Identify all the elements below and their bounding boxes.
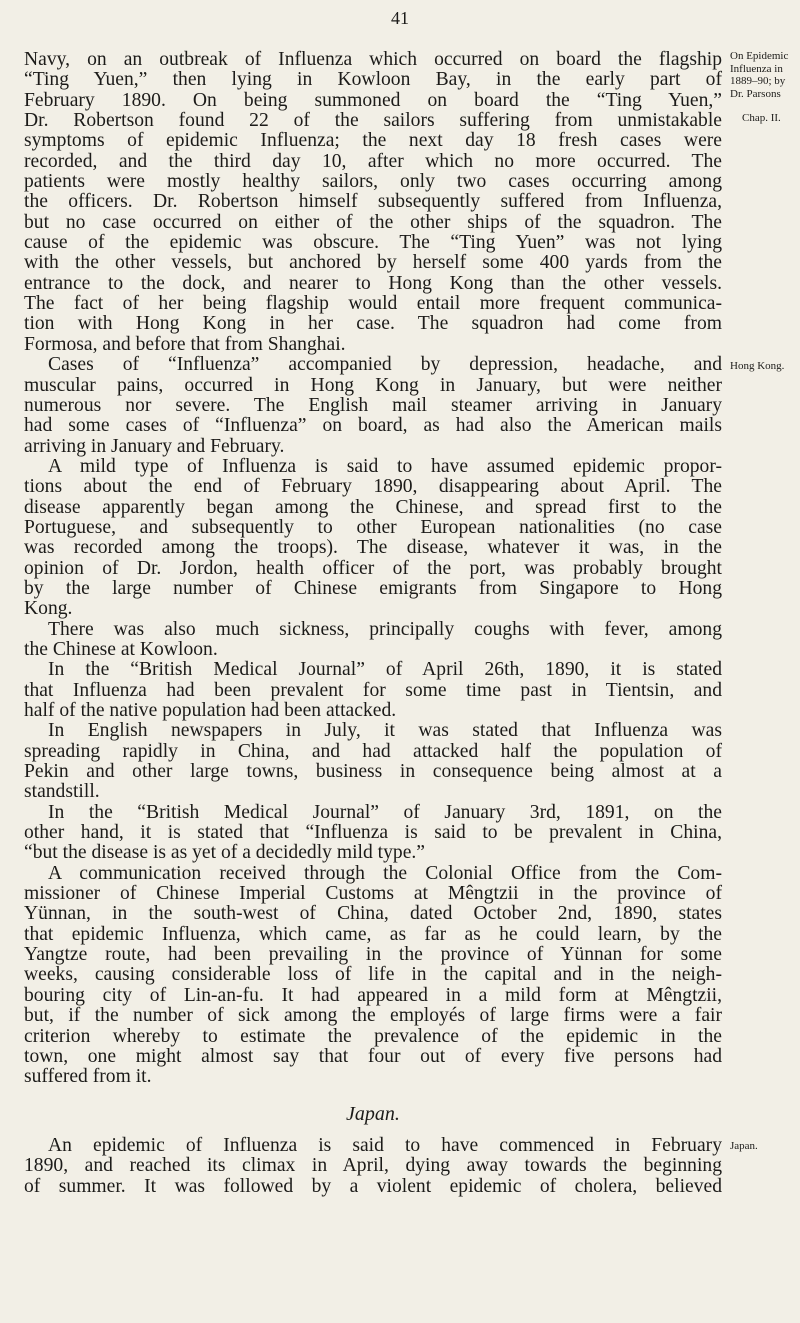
text-line: Portuguese, and subsequently to other European nationalities (no case: [24, 516, 722, 538]
text-line: with the other vessels, but anchored by herself some 400 yards from the: [24, 252, 722, 274]
text-line: tions about the end of February 1890, disappearing about April. The: [24, 476, 722, 498]
text-line: other hand, it is stated that “Influenza is said to be prevalent in China,: [24, 822, 722, 844]
text-line: that Influenza had been prevalent for some time past in Tientsin, and: [24, 679, 722, 701]
text-line: The fact of her being flagship would entail more frequent communica-: [24, 293, 722, 315]
text-line: spreading rapidly in China, and had attacked half the population of: [24, 740, 722, 762]
text-line: arriving in January and February.: [24, 435, 285, 457]
text-line: patients were mostly healthy sailors, only two cases occurring among: [24, 171, 722, 193]
text-line: the officers. Dr. Robertson himself subsequently suffered from Influenza,: [24, 191, 722, 213]
text-line: disease apparently began among the Chinese, and spread first to the: [24, 496, 722, 518]
text-line: Yangtze route, had been prevailing in the province of Yünnan for some: [24, 944, 722, 966]
text-line: that epidemic Influenza, which came, as far as he could learn, by the: [24, 923, 722, 945]
text-line: missioner of Chinese Imperial Customs at Mêngtzii in the province of: [24, 883, 722, 905]
sidenote-japan: Japan.: [730, 1139, 758, 1152]
sidenote-hong-kong: Hong Kong.: [730, 360, 785, 372]
text-line: criterion whereby to estimate the prevalence of the epidemic in the: [24, 1025, 722, 1047]
sidenote-epidemic: [730, 50, 800, 100]
main-text: [24, 50, 722, 1197]
text-line: tion with Hong Kong in her case. The squadron had come from: [24, 313, 722, 335]
text-line: muscular pains, occurred in Hong Kong in January, but were neither: [24, 374, 722, 396]
text-line: the Chinese at Kowloon.: [24, 638, 218, 660]
text-line: town, one might almost say that four out of every five persons had: [24, 1045, 722, 1067]
section-heading-japan: Japan.: [346, 1102, 400, 1125]
text-line: bouring city of Lin-an-fu. It had appeared in a mild form at Mêngtzii,: [24, 984, 722, 1006]
sidenote-chapter: Chap. II.: [742, 112, 781, 124]
text-line: “Ting Yuen,” then lying in Kowloon Bay, in the early part of: [24, 69, 722, 91]
sidenote-line: Dr. Parsons: [730, 87, 781, 100]
text-line: Cases of “Influenza” accompanied by depression, headache, and: [48, 354, 722, 376]
text-line: weeks, causing considerable loss of life in the capital and in the neigh-: [24, 964, 722, 986]
text-line: Pekin and other large towns, business in consequence being almost at a: [24, 761, 722, 783]
text-line: In the “British Medical Journal” of January 3rd, 1891, on the: [48, 801, 722, 823]
text-line: but no case occurred on either of the other ships of the squadron. The: [24, 211, 722, 233]
text-line: In the “British Medical Journal” of April 26th, 1890, it is stated: [48, 659, 722, 681]
text-line: Yünnan, in the south-west of China, dated October 2nd, 1890, states: [24, 903, 722, 925]
text-line: of summer. It was followed by a violent epidemic of cholera, believed: [24, 1175, 722, 1197]
text-line: An epidemic of Influenza is said to have commenced in February: [48, 1134, 722, 1156]
text-line: A communication received through the Colonial Office from the Com-: [48, 862, 722, 884]
text-line: Navy, on an outbreak of Influenza which occurred on board the flagship: [24, 49, 722, 70]
text-line: opinion of Dr. Jordon, health officer of the port, was probably brought: [24, 557, 722, 579]
text-line: 1890, and reached its climax in April, dying away towards the beginning: [24, 1155, 722, 1177]
text-line: numerous nor severe. The English mail steamer arriving in January: [24, 394, 722, 416]
text-line: entrance to the dock, and nearer to Hong Kong than the other vessels.: [24, 272, 722, 294]
sidenote-line: On Epidemic: [730, 50, 789, 62]
text-line: recorded, and the third day 10, after which no more occurred. The: [24, 150, 722, 172]
page-number: 41: [391, 8, 409, 28]
text-line: February 1890. On being summoned on board the “Ting Yuen,”: [24, 89, 722, 111]
text-line: by the large number of Chinese emigrants from Singapore to Hong: [24, 577, 722, 599]
text-line: “but the disease is as yet of a decidedly mild type.”: [24, 842, 426, 864]
sidenote-line: Influenza in: [730, 62, 783, 75]
text-line: Formosa, and before that from Shanghai.: [24, 333, 346, 355]
text-line: cause of the epidemic was obscure. The “Ting Yuen” was not lying: [24, 232, 722, 254]
text-line: had some cases of “Influenza” on board, as had also the American mails: [24, 415, 722, 437]
text-line: There was also much sickness, principally coughs with fever, among: [48, 618, 722, 640]
text-line: was recorded among the troops). The disease, whatever it was, in the: [24, 537, 722, 559]
text-line: suffered from it.: [24, 1066, 152, 1088]
text-line: but, if the number of sick among the employés of large firms were a fair: [24, 1005, 722, 1027]
text-line: In English newspapers in July, it was stated that Influenza was: [48, 720, 722, 742]
text-line: Dr. Robertson found 22 of the sailors suffering from unmistakable: [24, 110, 722, 132]
text-line: symptoms of epidemic Influenza; the next day 18 fresh cases were: [24, 130, 722, 152]
text-line: standstill.: [24, 781, 100, 803]
text-line: Kong.: [24, 598, 73, 620]
sidenote-line: 1889–90; by: [730, 75, 786, 88]
text-line: half of the native population had been attacked.: [24, 700, 397, 721]
text-line: A mild type of Influenza is said to have assumed epidemic propor-: [48, 455, 722, 477]
